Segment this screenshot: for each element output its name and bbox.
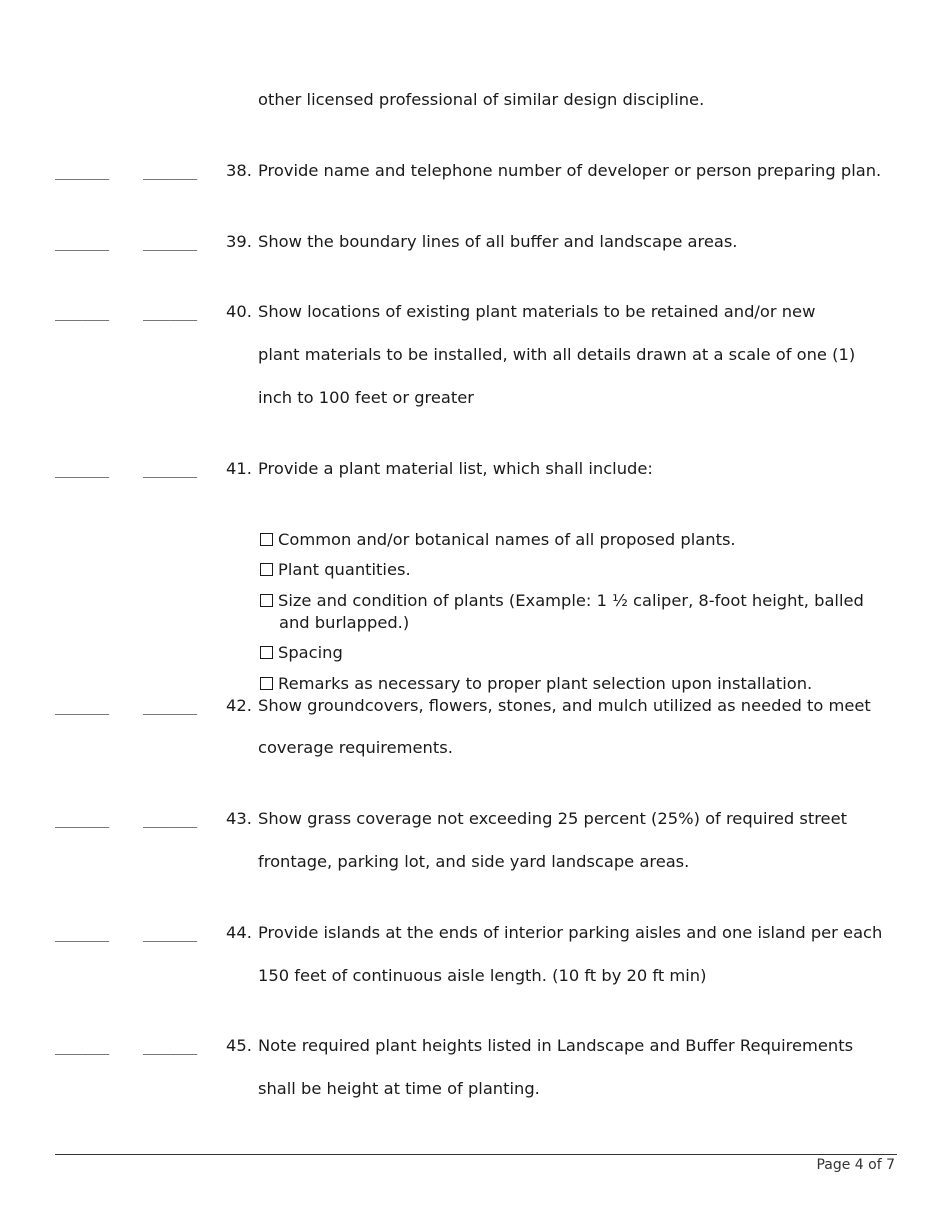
applicant-check-blank[interactable]: ______	[55, 162, 110, 180]
item-number: 41.	[226, 459, 252, 478]
item-text-line: 150 feet of continuous aisle length. (10 ft by 20 ft min)	[258, 966, 707, 985]
applicant-check-blank[interactable]: ______	[55, 924, 110, 942]
plant-list-bullet	[260, 674, 812, 694]
item-text-line: Provide a plant material list, which shall include:	[258, 459, 653, 478]
bullet-text: Spacing	[278, 643, 343, 662]
staff-check-blank[interactable]: ______	[143, 303, 198, 321]
item-text-line: plant materials to be installed, with all details drawn at a scale of one (1)	[258, 345, 856, 364]
item-number: 40.	[226, 302, 252, 321]
applicant-check-blank[interactable]: ______	[55, 303, 110, 321]
item-text-line: Provide name and telephone number of developer or person preparing plan.	[258, 161, 882, 180]
item-text-line: inch to 100 feet or greater	[258, 388, 474, 407]
item-number: 43.	[226, 809, 252, 828]
item-text-line: coverage requirements.	[258, 738, 453, 757]
plant-list-bullet	[260, 560, 411, 580]
applicant-check-blank[interactable]: ______	[55, 810, 110, 828]
item-text-line: Note required plant heights listed in Landscape and Buffer Requirements	[258, 1036, 854, 1055]
staff-check-blank[interactable]: ______	[143, 924, 198, 942]
checkbox-icon[interactable]	[260, 563, 273, 576]
staff-check-blank[interactable]: ______	[143, 697, 198, 715]
item-text-line: Show grass coverage not exceeding 25 percent (25%) of required street	[258, 809, 847, 828]
staff-check-blank[interactable]: ______	[143, 233, 198, 251]
item-number: 42.	[226, 696, 252, 715]
bullet-text: Remarks as necessary to proper plant selection upon installation.	[278, 674, 813, 693]
checkbox-icon[interactable]	[260, 646, 273, 659]
checkbox-icon[interactable]	[260, 677, 273, 690]
item-text-line: Show groundcovers, flowers, stones, and mulch utilized as needed to meet	[258, 696, 871, 715]
checkbox-icon[interactable]	[260, 533, 273, 546]
staff-check-blank[interactable]: ______	[143, 162, 198, 180]
applicant-check-blank[interactable]: ______	[55, 460, 110, 478]
bullet-text: Common and/or botanical names of all proposed plants.	[278, 530, 736, 549]
item-text-line: frontage, parking lot, and side yard landscape areas.	[258, 852, 690, 871]
plant-list-bullet	[260, 591, 864, 611]
item-number: 39.	[226, 232, 252, 251]
item-number: 38.	[226, 161, 252, 180]
item-number: 45.	[226, 1036, 252, 1055]
item-text-line: Provide islands at the ends of interior parking aisles and one island per each	[258, 923, 883, 942]
plant-list-bullet	[260, 530, 736, 550]
staff-check-blank[interactable]: ______	[143, 460, 198, 478]
page-number: Page 4 of 7	[816, 1157, 895, 1173]
plant-list-bullet	[260, 643, 343, 663]
footer-divider	[55, 1154, 897, 1155]
item-text-line: Show locations of existing plant materials to be retained and/or new	[258, 302, 816, 321]
staff-check-blank[interactable]: ______	[143, 810, 198, 828]
applicant-check-blank[interactable]: ______	[55, 233, 110, 251]
item-text-line: Show the boundary lines of all buffer and landscape areas.	[258, 232, 738, 251]
bullet-text-continuation: and burlapped.)	[279, 613, 410, 632]
intro-continuation-text: other licensed professional of similar design discipline.	[258, 90, 705, 109]
bullet-text: Size and condition of plants (Example: 1 ½ caliper, 8-foot height, balled	[278, 591, 864, 610]
applicant-check-blank[interactable]: ______	[55, 1037, 110, 1055]
item-text-line: shall be height at time of planting.	[258, 1079, 540, 1098]
bullet-text: Plant quantities.	[278, 560, 411, 579]
item-number: 44.	[226, 923, 252, 942]
checkbox-icon[interactable]	[260, 594, 273, 607]
applicant-check-blank[interactable]: ______	[55, 697, 110, 715]
staff-check-blank[interactable]: ______	[143, 1037, 198, 1055]
